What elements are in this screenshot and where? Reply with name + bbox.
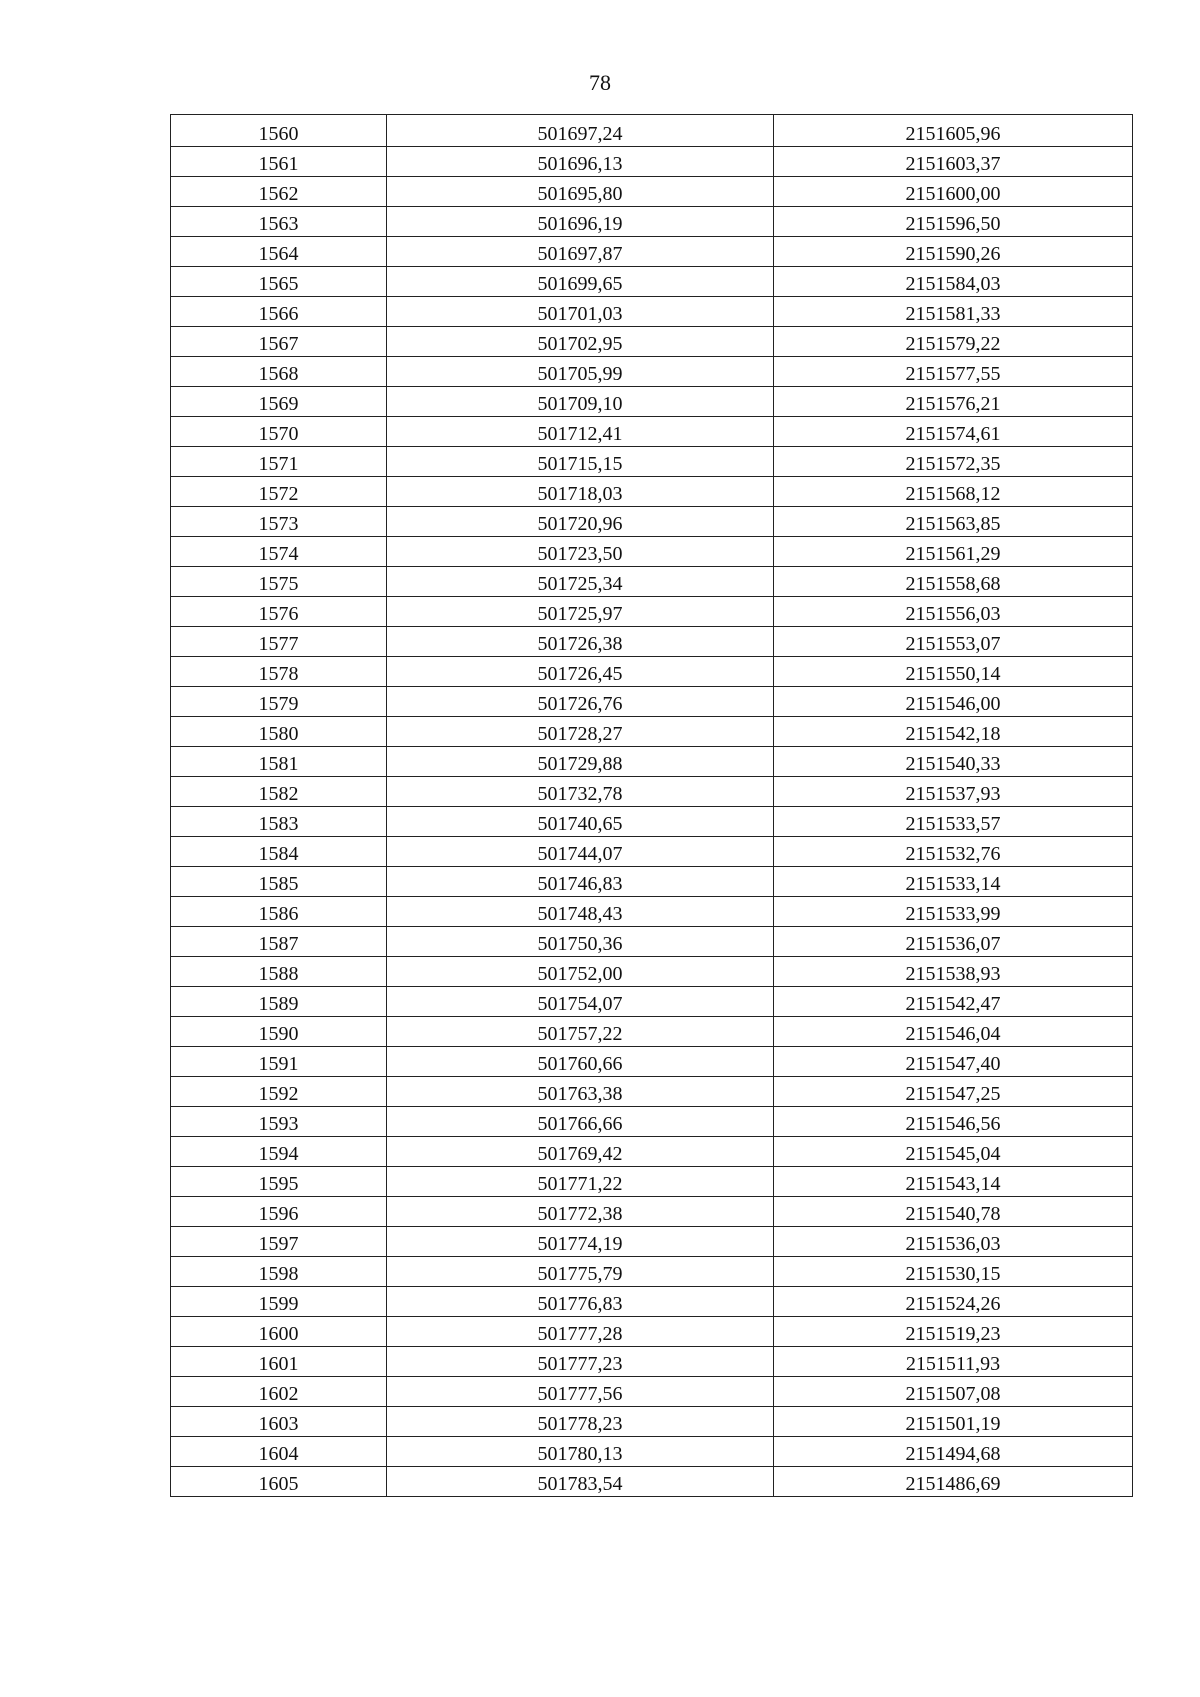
point-number-cell: 1563	[171, 207, 387, 237]
table-row	[171, 477, 1133, 507]
point-number-cell: 1602	[171, 1377, 387, 1407]
x-coordinate-cell: 501763,38	[387, 1077, 774, 1107]
page-number: 78	[589, 70, 611, 95]
x-coordinate-cell: 501771,22	[387, 1167, 774, 1197]
point-number-cell: 1594	[171, 1137, 387, 1167]
table-row	[171, 1437, 1133, 1467]
point-number-cell: 1566	[171, 297, 387, 327]
y-coordinate-cell: 2151579,22	[774, 327, 1133, 357]
point-number-cell: 1604	[171, 1437, 387, 1467]
point-number-cell: 1601	[171, 1347, 387, 1377]
y-coordinate-cell: 2151576,21	[774, 387, 1133, 417]
y-coordinate-cell: 2151540,33	[774, 747, 1133, 777]
x-coordinate-cell: 501776,83	[387, 1287, 774, 1317]
point-number-cell: 1588	[171, 957, 387, 987]
table-row	[171, 597, 1133, 627]
x-coordinate-cell: 501726,38	[387, 627, 774, 657]
table-row	[171, 807, 1133, 837]
point-number-cell: 1582	[171, 777, 387, 807]
point-number-cell: 1596	[171, 1197, 387, 1227]
x-coordinate-cell: 501726,45	[387, 657, 774, 687]
y-coordinate-cell: 2151536,03	[774, 1227, 1133, 1257]
x-coordinate-cell: 501750,36	[387, 927, 774, 957]
table-row	[171, 1377, 1133, 1407]
point-number-cell: 1597	[171, 1227, 387, 1257]
y-coordinate-cell: 2151540,78	[774, 1197, 1133, 1227]
x-coordinate-cell: 501783,54	[387, 1467, 774, 1497]
table-row	[171, 1197, 1133, 1227]
y-coordinate-cell: 2151507,08	[774, 1377, 1133, 1407]
x-coordinate-cell: 501701,03	[387, 297, 774, 327]
point-number-cell: 1599	[171, 1287, 387, 1317]
table-row	[171, 1347, 1133, 1377]
table-row	[171, 327, 1133, 357]
point-number-cell: 1603	[171, 1407, 387, 1437]
x-coordinate-cell: 501778,23	[387, 1407, 774, 1437]
x-coordinate-cell: 501752,00	[387, 957, 774, 987]
x-coordinate-cell: 501720,96	[387, 507, 774, 537]
x-coordinate-cell: 501766,66	[387, 1107, 774, 1137]
x-coordinate-cell: 501709,10	[387, 387, 774, 417]
y-coordinate-cell: 2151584,03	[774, 267, 1133, 297]
table-row	[171, 1407, 1133, 1437]
y-coordinate-cell: 2151568,12	[774, 477, 1133, 507]
table-row	[171, 1047, 1133, 1077]
table-row	[171, 927, 1133, 957]
table-row	[171, 777, 1133, 807]
y-coordinate-cell: 2151603,37	[774, 147, 1133, 177]
y-coordinate-cell: 2151533,57	[774, 807, 1133, 837]
point-number-cell: 1605	[171, 1467, 387, 1497]
x-coordinate-cell: 501777,28	[387, 1317, 774, 1347]
table-row	[171, 1317, 1133, 1347]
point-number-cell: 1577	[171, 627, 387, 657]
x-coordinate-cell: 501725,34	[387, 567, 774, 597]
y-coordinate-cell: 2151574,61	[774, 417, 1133, 447]
point-number-cell: 1560	[171, 115, 387, 147]
x-coordinate-cell: 501746,83	[387, 867, 774, 897]
table-row	[171, 627, 1133, 657]
point-number-cell: 1598	[171, 1257, 387, 1287]
point-number-cell: 1570	[171, 417, 387, 447]
point-number-cell: 1589	[171, 987, 387, 1017]
table-row	[171, 1287, 1133, 1317]
y-coordinate-cell: 2151556,03	[774, 597, 1133, 627]
x-coordinate-cell: 501715,15	[387, 447, 774, 477]
y-coordinate-cell: 2151572,35	[774, 447, 1133, 477]
y-coordinate-cell: 2151519,23	[774, 1317, 1133, 1347]
point-number-cell: 1600	[171, 1317, 387, 1347]
y-coordinate-cell: 2151543,14	[774, 1167, 1133, 1197]
table-row	[171, 115, 1133, 147]
y-coordinate-cell: 2151605,96	[774, 115, 1133, 147]
table-row	[171, 1107, 1133, 1137]
y-coordinate-cell: 2151577,55	[774, 357, 1133, 387]
x-coordinate-cell: 501723,50	[387, 537, 774, 567]
y-coordinate-cell: 2151553,07	[774, 627, 1133, 657]
point-number-cell: 1581	[171, 747, 387, 777]
table-row	[171, 747, 1133, 777]
point-number-cell: 1568	[171, 357, 387, 387]
table-row	[171, 297, 1133, 327]
y-coordinate-cell: 2151533,99	[774, 897, 1133, 927]
table-row	[171, 1167, 1133, 1197]
table-row	[171, 867, 1133, 897]
point-number-cell: 1579	[171, 687, 387, 717]
x-coordinate-cell: 501757,22	[387, 1017, 774, 1047]
y-coordinate-cell: 2151542,47	[774, 987, 1133, 1017]
x-coordinate-cell: 501780,13	[387, 1437, 774, 1467]
point-number-cell: 1595	[171, 1167, 387, 1197]
point-number-cell: 1571	[171, 447, 387, 477]
y-coordinate-cell: 2151530,15	[774, 1257, 1133, 1287]
x-coordinate-cell: 501712,41	[387, 417, 774, 447]
y-coordinate-cell: 2151546,56	[774, 1107, 1133, 1137]
point-number-cell: 1580	[171, 717, 387, 747]
x-coordinate-cell: 501695,80	[387, 177, 774, 207]
y-coordinate-cell: 2151545,04	[774, 1137, 1133, 1167]
point-number-cell: 1592	[171, 1077, 387, 1107]
table-row	[171, 1137, 1133, 1167]
table-row	[171, 1257, 1133, 1287]
x-coordinate-cell: 501732,78	[387, 777, 774, 807]
table-row	[171, 237, 1133, 267]
y-coordinate-cell: 2151547,40	[774, 1047, 1133, 1077]
x-coordinate-cell: 501760,66	[387, 1047, 774, 1077]
y-coordinate-cell: 2151524,26	[774, 1287, 1133, 1317]
table-row	[171, 357, 1133, 387]
point-number-cell: 1567	[171, 327, 387, 357]
point-number-cell: 1564	[171, 237, 387, 267]
table-row	[171, 267, 1133, 297]
table-row	[171, 957, 1133, 987]
point-number-cell: 1561	[171, 147, 387, 177]
x-coordinate-cell: 501696,19	[387, 207, 774, 237]
y-coordinate-cell: 2151501,19	[774, 1407, 1133, 1437]
x-coordinate-cell: 501748,43	[387, 897, 774, 927]
x-coordinate-cell: 501697,87	[387, 237, 774, 267]
table-row	[171, 687, 1133, 717]
table-row	[171, 897, 1133, 927]
y-coordinate-cell: 2151536,07	[774, 927, 1133, 957]
table-row	[171, 447, 1133, 477]
table-row	[171, 147, 1133, 177]
point-number-cell: 1585	[171, 867, 387, 897]
point-number-cell: 1574	[171, 537, 387, 567]
y-coordinate-cell: 2151533,14	[774, 867, 1133, 897]
x-coordinate-cell: 501705,99	[387, 357, 774, 387]
point-number-cell: 1587	[171, 927, 387, 957]
point-number-cell: 1562	[171, 177, 387, 207]
table-row	[171, 657, 1133, 687]
x-coordinate-cell: 501740,65	[387, 807, 774, 837]
x-coordinate-cell: 501702,95	[387, 327, 774, 357]
table-row	[171, 1017, 1133, 1047]
x-coordinate-cell: 501697,24	[387, 115, 774, 147]
x-coordinate-cell: 501718,03	[387, 477, 774, 507]
point-number-cell: 1565	[171, 267, 387, 297]
y-coordinate-cell: 2151561,29	[774, 537, 1133, 567]
point-number-cell: 1586	[171, 897, 387, 927]
y-coordinate-cell: 2151546,04	[774, 1017, 1133, 1047]
table-row	[171, 567, 1133, 597]
table-row	[171, 987, 1133, 1017]
table-row	[171, 417, 1133, 447]
coordinates-table	[170, 114, 1133, 1497]
x-coordinate-cell: 501775,79	[387, 1257, 774, 1287]
x-coordinate-cell: 501774,19	[387, 1227, 774, 1257]
y-coordinate-cell: 2151590,26	[774, 237, 1133, 267]
point-number-cell: 1575	[171, 567, 387, 597]
y-coordinate-cell: 2151537,93	[774, 777, 1133, 807]
y-coordinate-cell: 2151494,68	[774, 1437, 1133, 1467]
x-coordinate-cell: 501754,07	[387, 987, 774, 1017]
table-row	[171, 537, 1133, 567]
x-coordinate-cell: 501699,65	[387, 267, 774, 297]
x-coordinate-cell: 501696,13	[387, 147, 774, 177]
y-coordinate-cell: 2151596,50	[774, 207, 1133, 237]
y-coordinate-cell: 2151486,69	[774, 1467, 1133, 1497]
x-coordinate-cell: 501726,76	[387, 687, 774, 717]
point-number-cell: 1591	[171, 1047, 387, 1077]
y-coordinate-cell: 2151546,00	[774, 687, 1133, 717]
y-coordinate-cell: 2151532,76	[774, 837, 1133, 867]
x-coordinate-cell: 501725,97	[387, 597, 774, 627]
table-row	[171, 177, 1133, 207]
y-coordinate-cell: 2151581,33	[774, 297, 1133, 327]
point-number-cell: 1578	[171, 657, 387, 687]
point-number-cell: 1569	[171, 387, 387, 417]
point-number-cell: 1572	[171, 477, 387, 507]
point-number-cell: 1593	[171, 1107, 387, 1137]
y-coordinate-cell: 2151600,00	[774, 177, 1133, 207]
table-row	[171, 387, 1133, 417]
x-coordinate-cell: 501769,42	[387, 1137, 774, 1167]
x-coordinate-cell: 501744,07	[387, 837, 774, 867]
y-coordinate-cell: 2151538,93	[774, 957, 1133, 987]
point-number-cell: 1573	[171, 507, 387, 537]
table-row	[171, 717, 1133, 747]
x-coordinate-cell: 501728,27	[387, 717, 774, 747]
table-row	[171, 507, 1133, 537]
table-row	[171, 837, 1133, 867]
point-number-cell: 1584	[171, 837, 387, 867]
y-coordinate-cell: 2151563,85	[774, 507, 1133, 537]
x-coordinate-cell: 501777,23	[387, 1347, 774, 1377]
point-number-cell: 1576	[171, 597, 387, 627]
y-coordinate-cell: 2151511,93	[774, 1347, 1133, 1377]
x-coordinate-cell: 501772,38	[387, 1197, 774, 1227]
table-row	[171, 1227, 1133, 1257]
table-row	[171, 1077, 1133, 1107]
table-row	[171, 207, 1133, 237]
point-number-cell: 1590	[171, 1017, 387, 1047]
coordinates-table-body	[171, 115, 1133, 1497]
y-coordinate-cell: 2151550,14	[774, 657, 1133, 687]
point-number-cell: 1583	[171, 807, 387, 837]
x-coordinate-cell: 501729,88	[387, 747, 774, 777]
y-coordinate-cell: 2151542,18	[774, 717, 1133, 747]
y-coordinate-cell: 2151547,25	[774, 1077, 1133, 1107]
x-coordinate-cell: 501777,56	[387, 1377, 774, 1407]
y-coordinate-cell: 2151558,68	[774, 567, 1133, 597]
table-row	[171, 1467, 1133, 1497]
